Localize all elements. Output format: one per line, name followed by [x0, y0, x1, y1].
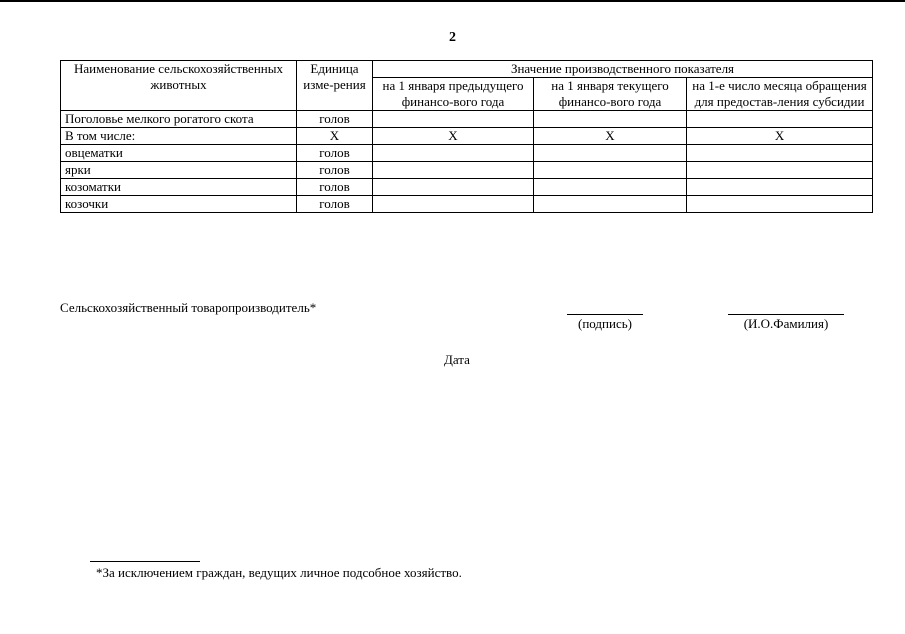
table-row — [61, 196, 873, 213]
table-row — [61, 111, 873, 128]
row-value-current[interactable] — [534, 145, 687, 162]
footnote-rule — [90, 561, 200, 562]
header-unit: Единица изме-рения — [297, 61, 373, 111]
row-value-prev: X — [373, 128, 534, 145]
header-current-year: на 1 января текущего финансо-вого года — [534, 78, 687, 111]
row-unit: голов — [297, 111, 373, 128]
row-unit: голов — [297, 196, 373, 213]
signature-caption: (подпись) — [578, 316, 632, 331]
row-unit: X — [297, 128, 373, 145]
name-line — [728, 314, 844, 315]
row-value-prev[interactable] — [373, 111, 534, 128]
row-value-prev[interactable] — [373, 162, 534, 179]
date-label: Дата — [444, 352, 470, 367]
row-unit: голов — [297, 162, 373, 179]
row-value-subsidy[interactable] — [687, 145, 873, 162]
row-value-prev[interactable] — [373, 179, 534, 196]
top-rule — [0, 0, 905, 2]
row-value-current[interactable] — [534, 196, 687, 213]
row-name: козочки — [61, 196, 297, 213]
row-value-subsidy[interactable] — [687, 196, 873, 213]
row-name: овцематки — [61, 145, 297, 162]
row-name: В том числе: — [61, 128, 297, 145]
signature-line — [567, 314, 643, 315]
row-name: Поголовье мелкого рогатого скота — [61, 111, 297, 128]
producer-label: Сельскохозяйственный товаропроизводитель* — [60, 300, 317, 315]
livestock-table — [60, 60, 873, 213]
row-name: ярки — [61, 162, 297, 179]
row-unit: голов — [297, 145, 373, 162]
name-field[interactable] — [726, 314, 846, 332]
row-value-subsidy[interactable] — [687, 111, 873, 128]
row-value-subsidy[interactable] — [687, 179, 873, 196]
table-row — [61, 179, 873, 196]
header-subsidy-month: на 1-е число месяца обращения для предостав-ления субсидии — [687, 78, 873, 111]
header-prev-year: на 1 января предыдущего финансо-вого года — [373, 78, 534, 111]
row-value-current[interactable] — [534, 111, 687, 128]
row-value-subsidy: X — [687, 128, 873, 145]
table-row — [61, 162, 873, 179]
row-value-current[interactable] — [534, 162, 687, 179]
row-value-prev[interactable] — [373, 196, 534, 213]
table-row — [61, 128, 873, 145]
row-name: козоматки — [61, 179, 297, 196]
table-row — [61, 145, 873, 162]
page-number: 2 — [449, 30, 456, 45]
header-animal-name: Наименование сельскохозяйственных животных — [61, 61, 297, 111]
signature-field[interactable] — [565, 314, 645, 332]
footnote: *За исключением граждан, ведущих личное подсобное хозяйство. — [96, 565, 462, 580]
row-unit: голов — [297, 179, 373, 196]
row-value-current[interactable] — [534, 179, 687, 196]
header-value-group: Значение производственного показателя — [373, 61, 873, 78]
name-caption: (И.О.Фамилия) — [743, 316, 829, 331]
row-value-prev[interactable] — [373, 145, 534, 162]
row-value-current: X — [534, 128, 687, 145]
row-value-subsidy[interactable] — [687, 162, 873, 179]
